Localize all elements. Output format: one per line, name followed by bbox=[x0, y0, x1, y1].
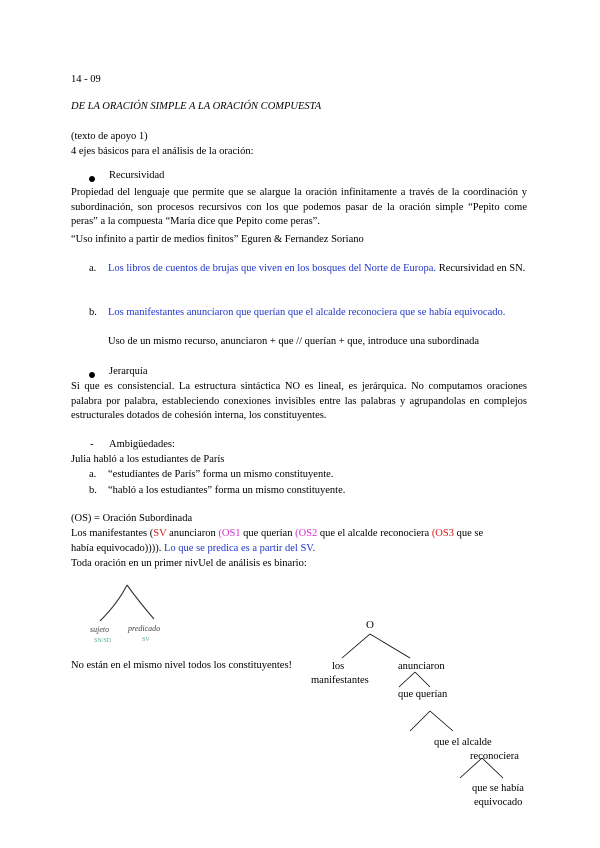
tree-root: O bbox=[366, 619, 374, 631]
os-text: Los manifestantes ( bbox=[71, 528, 154, 539]
os-text: que querían bbox=[240, 528, 296, 539]
os-text: había equivocado)))). bbox=[71, 543, 164, 554]
tree-node-anunciaron: anunciaron bbox=[398, 661, 445, 672]
example-a-comment: Recursividad en SN. bbox=[436, 263, 526, 274]
sketch-predicate-label: predicado bbox=[128, 624, 161, 633]
example-b-sentence: Los manifestantes anunciaron que querían que el alcalde reconociera que se había equivocado. bbox=[108, 307, 506, 318]
ambiguedades-heading: Ambigüedades: bbox=[109, 439, 175, 450]
os-line-3: Toda oración en un primer nivUel de análisis es binario: bbox=[71, 558, 307, 569]
bullet-icon bbox=[89, 176, 95, 182]
tree-node-los: los bbox=[332, 661, 345, 672]
tree-node-equivocado: equivocado bbox=[474, 797, 523, 808]
recursividad-paragraph: Propiedad del lenguaje que permite que se alargue la oración infinitamente a través de la coordinación y subordinación, son procesos recursivos con los que podemos pasar de la oración simple “Pepito come peras” a la compuesta “María dice que Pepito come peras”. bbox=[71, 187, 527, 227]
page-title: DE LA ORACIÓN SIMPLE A LA ORACIÓN COMPUESTA bbox=[71, 101, 322, 112]
os-line-1 bbox=[71, 527, 527, 542]
example-b-note: Uso de un mismo recurso, anunciaron + que // querían + que, introduce una subordinada bbox=[108, 336, 480, 347]
sketch-subject-label: sujeto bbox=[90, 625, 110, 634]
syntax-tree bbox=[300, 610, 530, 815]
ambiguedad-b: “habló a los estudiantes” forma un mismo constituyente. bbox=[108, 485, 346, 496]
tree-branch bbox=[370, 634, 410, 658]
date-label: 14 - 09 bbox=[71, 74, 101, 85]
tree-node-que-querian: que querían bbox=[398, 689, 448, 700]
binary-sketch bbox=[88, 577, 182, 649]
ambiguedad-b-marker: b. bbox=[89, 485, 97, 496]
os2-tag: (OS2 bbox=[295, 528, 318, 539]
sketch-right-branch bbox=[127, 585, 154, 619]
jerarquia-heading: Jerarquía bbox=[109, 366, 148, 377]
tree-branch bbox=[342, 634, 370, 658]
os3-tag: (OS3 bbox=[431, 528, 454, 539]
tree-node-que-el-alcalde: que el alcalde bbox=[434, 737, 492, 748]
tree-node-que-se-habia: que se había bbox=[472, 783, 524, 794]
sketch-left-branch bbox=[100, 585, 127, 621]
axes-intro: 4 ejes básicos para el análisis de la oración: bbox=[71, 146, 254, 157]
sv-tag: SV bbox=[153, 528, 167, 539]
sketch-subject-sub: SN/SD bbox=[94, 638, 112, 644]
ambiguedad-a: “estudiantes de París” forma un mismo constituyente. bbox=[108, 469, 334, 480]
ambiguedades-dash: - bbox=[90, 439, 94, 450]
ambiguedades-example: Julia habló a los estudiantes de París bbox=[71, 454, 225, 465]
recursividad-heading: Recursividad bbox=[109, 170, 165, 181]
example-a bbox=[108, 262, 528, 277]
tree-node-reconociera: reconociera bbox=[470, 751, 519, 762]
bullet-icon bbox=[89, 372, 95, 378]
example-b-marker: b. bbox=[89, 307, 97, 318]
sketch-predicate-sub: SV bbox=[142, 637, 150, 643]
os-text: anunciaron bbox=[166, 528, 219, 539]
tree-branch bbox=[399, 672, 415, 687]
recursividad-quote: “Uso infinito a partir de medios finitos” Eguren & Fernandez Soriano bbox=[71, 234, 364, 245]
tree-node-manifestantes: manifestantes bbox=[311, 675, 369, 686]
support-text-label: (texto de apoyo 1) bbox=[71, 131, 148, 142]
ambiguedad-a-marker: a. bbox=[89, 469, 97, 480]
tree-branch bbox=[410, 711, 430, 731]
sv-predicate-note: Lo que se predica es a partir del SV. bbox=[164, 543, 316, 554]
jerarquia-paragraph: Si que es consistencial. La estructura sintáctica NO es lineal, es jerárquica. No computamos oraciones palabra por palabra, estableciendo conexiones invisibles entre las palabras y agrupandolas en complejos estructurales dotados de cohesión interna, los constituyentes. bbox=[71, 381, 527, 421]
os-heading: (OS) = Oración Subordinada bbox=[71, 513, 193, 524]
os-text: que se bbox=[453, 528, 484, 539]
tree-branch bbox=[415, 672, 430, 687]
example-a-marker: a. bbox=[89, 263, 97, 274]
os1-tag: (OS1 bbox=[218, 528, 241, 539]
example-a-sentence: Los libros de cuentos de brujas que viven en los bosques del Norte de Europa. bbox=[108, 263, 437, 274]
tree-caption: No están en el mismo nivel todos los constituyentes! bbox=[71, 660, 293, 671]
os-line-2 bbox=[71, 542, 315, 557]
tree-branch bbox=[430, 711, 453, 731]
os-text: que el alcalde reconociera bbox=[317, 528, 432, 539]
